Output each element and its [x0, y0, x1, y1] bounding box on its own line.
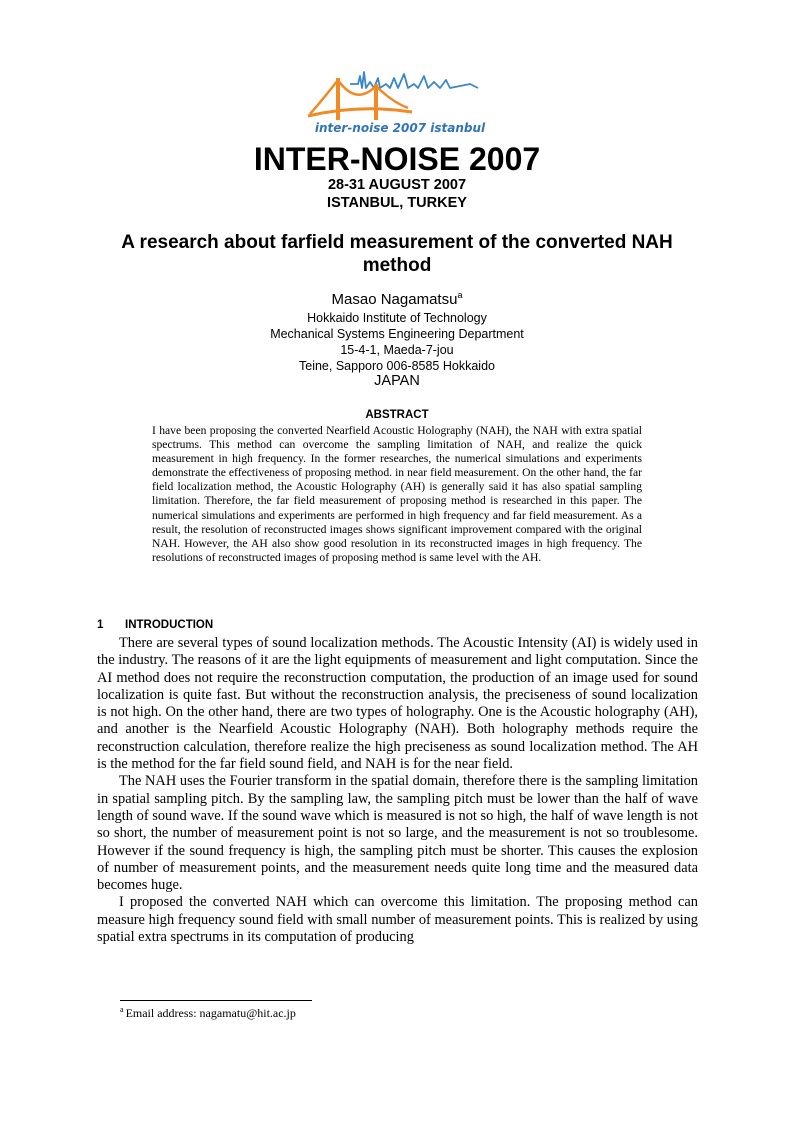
affiliation-country: JAPAN	[374, 373, 420, 389]
author-name: Masao Nagamatsu	[331, 291, 458, 308]
bridge-deck	[308, 109, 412, 116]
conference-logo	[300, 58, 500, 136]
footnote-divider	[120, 1000, 312, 1001]
affiliation	[0, 310, 794, 374]
skyline-wave	[350, 72, 478, 88]
footnote-mark: a	[120, 1005, 124, 1014]
affiliation-line: Mechanical Systems Engineering Department	[270, 327, 524, 341]
bridge-tower-right	[374, 84, 378, 120]
abstract-heading: ABSTRACT	[365, 409, 429, 421]
body-paragraph: I proposed the converted NAH which can overcome this limitation. The proposing method can measure high frequency sound field with small number of measurement points. This is realized by using spatial extra spectrums in its computation of producing	[97, 894, 698, 946]
footnote-text: Email address: nagamatu@hit.ac.jp	[125, 1006, 296, 1020]
body-paragraph: The NAH uses the Fourier transform in the spatial domain, therefore there is the sampling limitation in spatial sampling pitch. By the sampling law, the sampling pitch must be lower than the half of wave length of sound wave. If the sound wave which is measured is not so high, the half of wave length is not so short, the number of measurement point is not so large, and the measurement is not so troublesome. However if the sound frequency is high, the sampling pitch must be shorter. This causes the explosion of number of measurement points, and the measurement needs quite long time and the measured data becomes huge.	[97, 773, 698, 894]
author-footnote-mark: a	[457, 290, 463, 300]
section-number: 1	[97, 619, 104, 631]
affiliation-line: Hokkaido Institute of Technology	[307, 311, 487, 325]
section-heading	[97, 618, 213, 632]
paper-title: A research about farfield measurement of the converted NAH method	[121, 232, 673, 276]
logo-text: inter-noise 2007 istanbul	[314, 121, 486, 135]
conference-dates: 28-31 AUGUST 2007	[327, 177, 467, 193]
section-title: INTRODUCTION	[125, 619, 214, 631]
abstract-text: I have been proposing the converted Nearfield Acoustic Holography (NAH), the NAH with extra spatial spectrums. This method can overcome the sampling limitation of NAH, and realize the quick measurement in high frequency. In the former researches, the numerical simulations and experiments demonstrate the effectiveness of proposing method. in near field measurement. On the other hand, the far field localization method, the Acoustic Holography (AH) is generally said it has also spatial sampling limitation. Therefore, the far field measurement of proposing method is researched in this paper. The numerical simulations and experiments are performed in high frequency and far field measurement. As a result, the resolution of reconstructed images shows significant improvement compared with the original NAH. However, the AH also show good resolution in its reconstructed images in high frequency. The resolutions of reconstructed images of proposing method is same level with the AH.	[152, 424, 642, 564]
author-line	[0, 290, 794, 310]
body-paragraph: There are several types of sound localization methods. The Acoustic Intensity (AI) is widely used in the industry. The reasons of it are the light equipments of measurement and light computation. Since the AI method does not require the reconstruction computation, the production of an image used for sound localization is quite fast. But without the reconstruction analysis, the preciseness of sound localization is not high. On the other hand, there are two types of holography. One is the Acoustic holography (AH), and another is the Nearfield Acoustic Holography (NAH). Both holography methods require the reconstruction calculation, therefore realize the high preciseness as sound localization method. The AH is the method for the far field sound field, and NAH is for the near field.	[97, 635, 698, 773]
footnote	[120, 1006, 296, 1021]
section-body	[97, 635, 698, 946]
bridge-tower-left	[336, 78, 340, 120]
affiliation-line: 15-4-1, Maeda-7-jou	[340, 343, 454, 357]
affiliation-line: Teine, Sapporo 006-8585 Hokkaido	[299, 359, 495, 373]
conference-location: ISTANBUL, TURKEY	[327, 195, 467, 211]
conference-title: INTER-NOISE 2007	[253, 141, 541, 177]
